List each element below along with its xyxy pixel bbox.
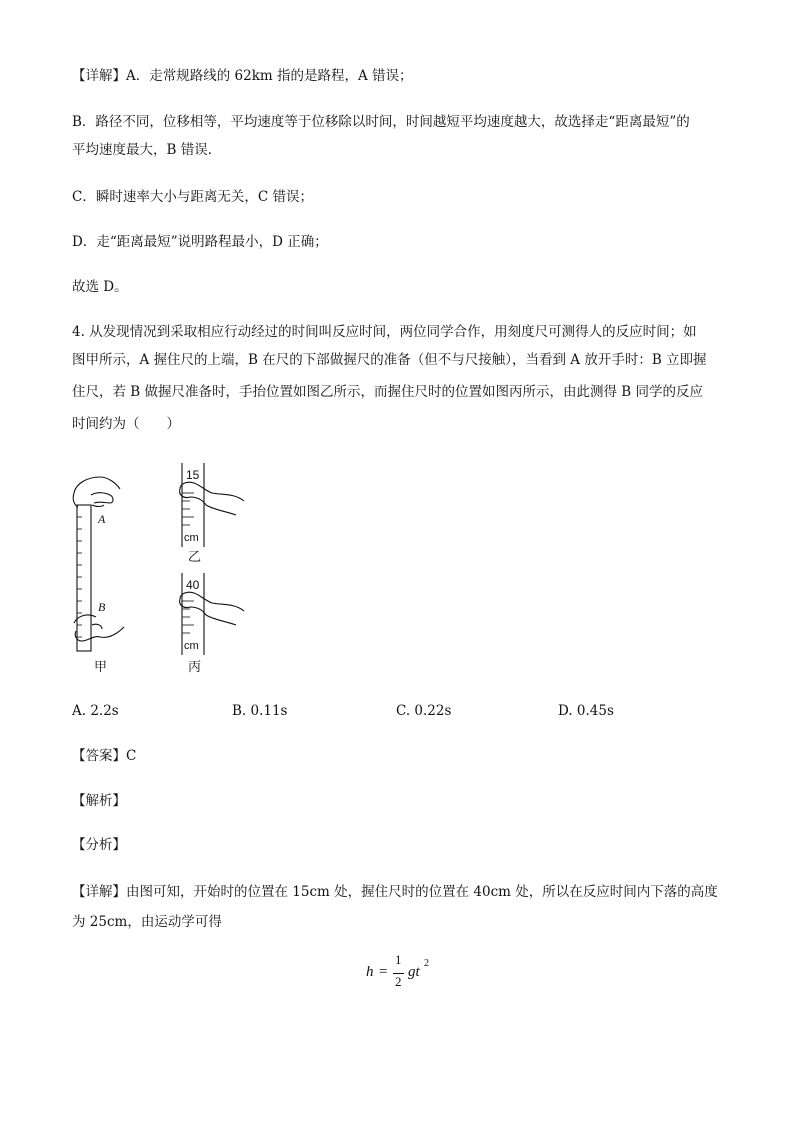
- reading-yi: 15: [186, 468, 200, 482]
- formula: [366, 954, 456, 994]
- detail-a-line: [72, 66, 413, 86]
- ruler-long-ticks: [77, 517, 82, 637]
- formula-lhs: h: [366, 964, 374, 980]
- analysis-tag: 【解析】: [72, 793, 126, 809]
- detail-c-line: C．瞬时速率大小与距离无关，C 错误；: [72, 189, 313, 205]
- detail-a-text: A．走常规路线的 62km 指的是路程，A 错误；: [126, 68, 413, 84]
- option-a: A. 2.2s: [72, 703, 119, 719]
- reading-bing: 40: [186, 578, 200, 592]
- choose-line: 故选 D。: [72, 279, 128, 295]
- hand-a: [73, 477, 120, 507]
- unit-bing: cm: [184, 640, 199, 652]
- label-jia: 甲: [94, 660, 108, 675]
- ruler-long: [77, 505, 91, 651]
- detail-b-line2: 平均速度最大，B 错误．: [72, 142, 222, 158]
- detail-line2: 为 25cm，由运动学可得: [72, 914, 222, 930]
- answer-value: C: [126, 748, 137, 764]
- question-line3: 住尺，若 B 做握尺准备时，手抬位置如图乙所示，而握住尺时的位置如图丙所示，由此测得 B 同学的反应: [72, 384, 704, 400]
- detail-line1: [72, 882, 718, 902]
- detail-d-line: D．走“距离最短”说明路程最小，D 正确；: [72, 234, 328, 250]
- detail2-tag: 【详解】: [72, 884, 126, 900]
- hand-a-label: A: [98, 512, 106, 526]
- option-b: B. 0.11s: [232, 703, 288, 719]
- ruler-figure: [66, 455, 266, 680]
- hand-b-label: B: [98, 600, 106, 614]
- answer-line: [72, 746, 136, 766]
- label-bing: 丙: [188, 660, 202, 675]
- option-d: D. 0.45s: [558, 703, 614, 719]
- formula-eq: =: [379, 964, 388, 980]
- formula-rhs: gt: [408, 964, 420, 980]
- formula-num: 1: [395, 952, 402, 967]
- hand-yi: [180, 482, 244, 515]
- question-line2: 图甲所示，A 握住尺的上端，B 在尺的下部做握尺的准备（但不与尺接触），当看到 A 放开手时：B 立即握: [72, 352, 707, 368]
- question-line1: 4. 从发现情况到采取相应行动经过的时间叫反应时间，两位同学合作，用刻度尺可测得人的反应时间；如: [72, 324, 697, 340]
- answer-tag: 【答案】: [72, 748, 126, 764]
- formula-exp: 2: [424, 958, 429, 969]
- ruler-bing-ticks: [182, 601, 194, 633]
- option-c: C. 0.22s: [396, 703, 452, 719]
- question-line4: 时间约为（ ）: [72, 416, 180, 432]
- detail-line1-text: 由图可知，开始时的位置在 15cm 处，握住尺时的位置在 40cm 处，所以在反应时间内下落的高度: [126, 884, 718, 900]
- unit-yi: cm: [184, 532, 199, 544]
- fenxi-tag: 【分析】: [72, 837, 126, 853]
- formula-den: 2: [395, 974, 402, 989]
- label-yi: 乙: [188, 550, 202, 565]
- detail-tag: 【详解】: [72, 68, 126, 84]
- detail-b-line1: B．路径不同，位移相等，平均速度等于位移除以时间，时间越短平均速度越大，故选择走“距离最短”的: [72, 114, 690, 130]
